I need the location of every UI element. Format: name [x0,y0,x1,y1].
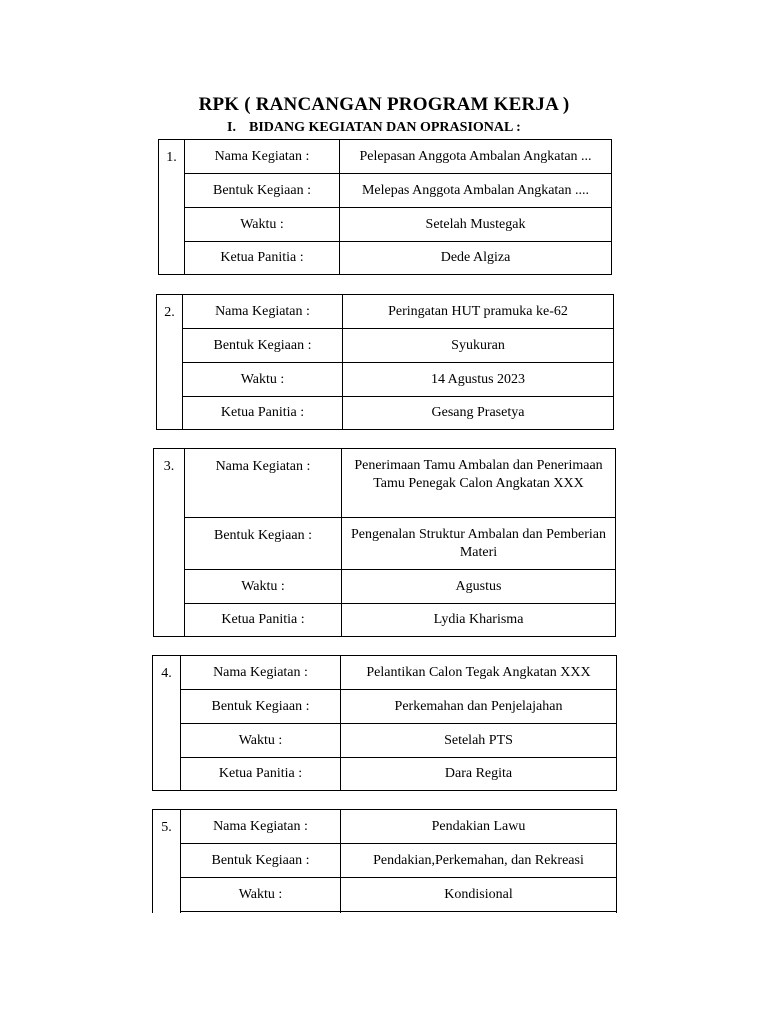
value-bentuk-kegiatan: Melepas Anggota Ambalan Angkatan .... [340,174,612,208]
value-bentuk-kegiatan: Pendakian,Perkemahan, dan Rekreasi [341,844,617,878]
section-number: I. [227,120,236,135]
label-waktu: Waktu : [185,208,340,242]
value-nama-kegiatan: Peringatan HUT pramuka ke-62 [343,295,614,329]
activity-table-4 [152,655,617,791]
activity-table-1 [158,139,612,275]
value-bentuk-kegiatan: Pengenalan Struktur Ambalan dan Pemberian Materi [342,518,616,570]
activity-number: 5. [153,810,181,914]
label-bentuk-kegiatan: Bentuk Kegiaan : [185,518,342,570]
label-ketua-panitia [181,912,341,914]
label-nama-kegiatan: Nama Kegiatan : [183,295,343,329]
value-bentuk-kegiatan: Perkemahan dan Penjelajahan [341,690,617,724]
value-waktu: Setelah Mustegak [340,208,612,242]
label-bentuk-kegiatan: Bentuk Kegiaan : [183,329,343,363]
section-heading [227,120,521,136]
document-title: RPK ( RANCANGAN PROGRAM KERJA ) [198,94,570,115]
value-bentuk-kegiatan: Syukuran [343,329,614,363]
activity-table-3 [153,448,616,637]
label-waktu: Waktu : [181,878,341,912]
label-waktu: Waktu : [185,570,342,604]
value-waktu: 14 Agustus 2023 [343,363,614,397]
activity-table-5 [152,809,617,913]
section-heading-text: BIDANG KEGIATAN DAN OPRASIONAL : [249,120,521,135]
value-ketua-panitia: Gesang Prasetya [343,397,614,430]
label-ketua-panitia: Ketua Panitia : [181,758,341,791]
activity-number: 3. [154,449,185,637]
label-ketua-panitia: Ketua Panitia : [183,397,343,430]
value-ketua-panitia [341,912,617,914]
value-waktu: Setelah PTS [341,724,617,758]
label-bentuk-kegiatan: Bentuk Kegiaan : [181,844,341,878]
value-ketua-panitia: Dara Regita [341,758,617,791]
label-bentuk-kegiatan: Bentuk Kegiaan : [185,174,340,208]
value-nama-kegiatan: Penerimaan Tamu Ambalan dan Penerimaan Tamu Penegak Calon Angkatan XXX [342,449,616,518]
activity-number: 1. [159,140,185,275]
label-waktu: Waktu : [183,363,343,397]
label-ketua-panitia: Ketua Panitia : [185,604,342,637]
value-nama-kegiatan: Pelepasan Anggota Ambalan Angkatan ... [340,140,612,174]
activity-number: 2. [157,295,183,430]
value-waktu: Kondisional [341,878,617,912]
value-nama-kegiatan: Pelantikan Calon Tegak Angkatan XXX [341,656,617,690]
value-waktu: Agustus [342,570,616,604]
label-nama-kegiatan: Nama Kegiatan : [181,810,341,844]
label-nama-kegiatan: Nama Kegiatan : [185,140,340,174]
label-nama-kegiatan: Nama Kegiatan : [185,449,342,518]
value-ketua-panitia: Dede Algiza [340,242,612,275]
activity-number: 4. [153,656,181,791]
label-bentuk-kegiatan: Bentuk Kegiaan : [181,690,341,724]
label-ketua-panitia: Ketua Panitia : [185,242,340,275]
label-nama-kegiatan: Nama Kegiatan : [181,656,341,690]
value-ketua-panitia: Lydia Kharisma [342,604,616,637]
label-waktu: Waktu : [181,724,341,758]
value-nama-kegiatan: Pendakian Lawu [341,810,617,844]
activity-table-2 [156,294,614,430]
